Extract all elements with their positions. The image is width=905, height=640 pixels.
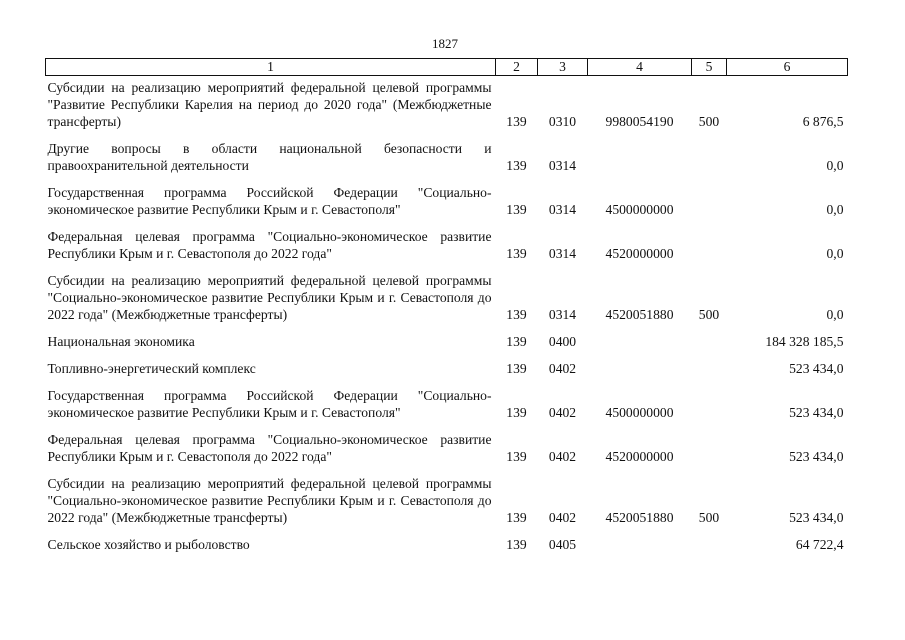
amount-cell: 0,0 xyxy=(826,246,844,261)
ministry-code-cell: 139 xyxy=(506,405,527,420)
ministry-code-cell: 139 xyxy=(506,361,527,376)
ministry-code-cell: 139 xyxy=(506,537,527,552)
section-code-cell: 0314 xyxy=(548,246,577,261)
expense-type-cell: 500 xyxy=(698,114,720,129)
row-name-cell: Федеральная целевая программа "Социально-экономическое развитие Республики Крым и г. Севастополя до 2022 года" xyxy=(47,229,492,261)
expense-type-cell: 500 xyxy=(698,510,720,525)
section-code-cell: 0314 xyxy=(548,202,577,217)
expense-type-cell xyxy=(692,132,727,176)
row-name-cell: Национальная экономика xyxy=(47,334,195,349)
ministry-code-cell: 139 xyxy=(506,334,527,349)
column-header-target-article: 4 xyxy=(588,59,692,76)
expense-type-cell xyxy=(692,352,727,379)
amount-cell: 523 434,0 xyxy=(789,510,844,525)
table-row xyxy=(46,220,848,264)
ministry-code-cell: 139 xyxy=(506,307,527,322)
table-row xyxy=(46,325,848,352)
table-row xyxy=(46,423,848,467)
row-name-cell: Субсидии на реализацию мероприятий федеральной целевой программы "Социально-экономическое развитие Республики Крым и г. Севастополя до 2022 года" (Межбюджетные трансферты) xyxy=(47,476,492,525)
expense-type-cell xyxy=(692,423,727,467)
table-row xyxy=(46,76,848,133)
section-code-cell: 0314 xyxy=(548,307,577,322)
table-row xyxy=(46,132,848,176)
amount-cell: 523 434,0 xyxy=(789,449,844,464)
table-row xyxy=(46,176,848,220)
table-row xyxy=(46,379,848,423)
target-article-cell: 4520051880 xyxy=(605,510,674,525)
table-row xyxy=(46,352,848,379)
row-name-cell: Субсидии на реализацию мероприятий федеральной целевой программы "Социально-экономическое развитие Республики Крым и г. Севастополя до 2022 года" (Межбюджетные трансферты) xyxy=(47,273,492,322)
target-article-cell: 4500000000 xyxy=(605,405,674,420)
column-header-expense-type: 5 xyxy=(692,59,727,76)
target-article-cell: 4500000000 xyxy=(605,202,674,217)
section-code-cell: 0405 xyxy=(548,537,577,552)
section-code-cell: 0314 xyxy=(548,158,577,173)
column-header-amount: 6 xyxy=(727,59,848,76)
expense-type-cell xyxy=(692,176,727,220)
section-code-cell: 0400 xyxy=(548,334,577,349)
column-header-ministry: 2 xyxy=(496,59,538,76)
table-row xyxy=(46,528,848,555)
amount-cell: 0,0 xyxy=(826,202,844,217)
target-article-cell xyxy=(588,325,692,352)
section-code-cell: 0402 xyxy=(548,449,577,464)
amount-cell: 6 876,5 xyxy=(802,114,844,129)
row-name-cell: Государственная программа Российской Федерации "Социально-экономическое развитие Республики Крым и г. Севастополя" xyxy=(47,185,492,217)
table-row xyxy=(46,467,848,528)
target-article-cell xyxy=(588,528,692,555)
amount-cell: 523 434,0 xyxy=(789,405,844,420)
expense-type-cell xyxy=(692,325,727,352)
ministry-code-cell: 139 xyxy=(506,202,527,217)
expense-type-cell xyxy=(692,379,727,423)
page-number: 1827 xyxy=(432,36,458,51)
row-name-cell: Федеральная целевая программа "Социально-экономическое развитие Республики Крым и г. Севастополя до 2022 года" xyxy=(47,432,492,464)
target-article-cell: 4520051880 xyxy=(605,307,674,322)
ministry-code-cell: 139 xyxy=(506,510,527,525)
ministry-code-cell: 139 xyxy=(506,449,527,464)
expense-type-cell xyxy=(692,528,727,555)
column-header-section: 3 xyxy=(538,59,588,76)
row-name-cell: Субсидии на реализацию мероприятий федеральной целевой программы "Развитие Республики Карелия на период до 2020 года" (Межбюджетные трансферты) xyxy=(47,80,492,129)
target-article-cell xyxy=(588,132,692,176)
expense-type-cell: 500 xyxy=(698,307,720,322)
amount-cell: 64 722,4 xyxy=(795,537,844,552)
section-code-cell: 0310 xyxy=(548,114,577,129)
target-article-cell xyxy=(588,352,692,379)
amount-cell: 523 434,0 xyxy=(789,361,844,376)
expense-type-cell xyxy=(692,220,727,264)
target-article-cell: 4520000000 xyxy=(605,246,674,261)
section-code-cell: 0402 xyxy=(548,361,577,376)
amount-cell: 184 328 185,5 xyxy=(765,334,844,349)
row-name-cell: Государственная программа Российской Федерации "Социально-экономическое развитие Республики Крым и г. Севастополя" xyxy=(47,388,492,420)
target-article-cell: 4520000000 xyxy=(605,449,674,464)
budget-table xyxy=(45,58,848,555)
table-row xyxy=(46,264,848,325)
ministry-code-cell: 139 xyxy=(506,114,527,129)
section-code-cell: 0402 xyxy=(548,405,577,420)
ministry-code-cell: 139 xyxy=(506,158,527,173)
target-article-cell: 9980054190 xyxy=(605,114,674,129)
table-header-row xyxy=(46,59,848,76)
ministry-code-cell: 139 xyxy=(506,246,527,261)
section-code-cell: 0402 xyxy=(548,510,577,525)
row-name-cell: Топливно-энергетический комплекс xyxy=(47,361,256,376)
row-name-cell: Сельское хозяйство и рыболовство xyxy=(47,537,250,552)
amount-cell: 0,0 xyxy=(826,158,844,173)
row-name-cell: Другие вопросы в области национальной безопасности и правоохранительной деятельности xyxy=(47,141,492,173)
column-header-name: 1 xyxy=(46,59,496,76)
amount-cell: 0,0 xyxy=(826,307,844,322)
